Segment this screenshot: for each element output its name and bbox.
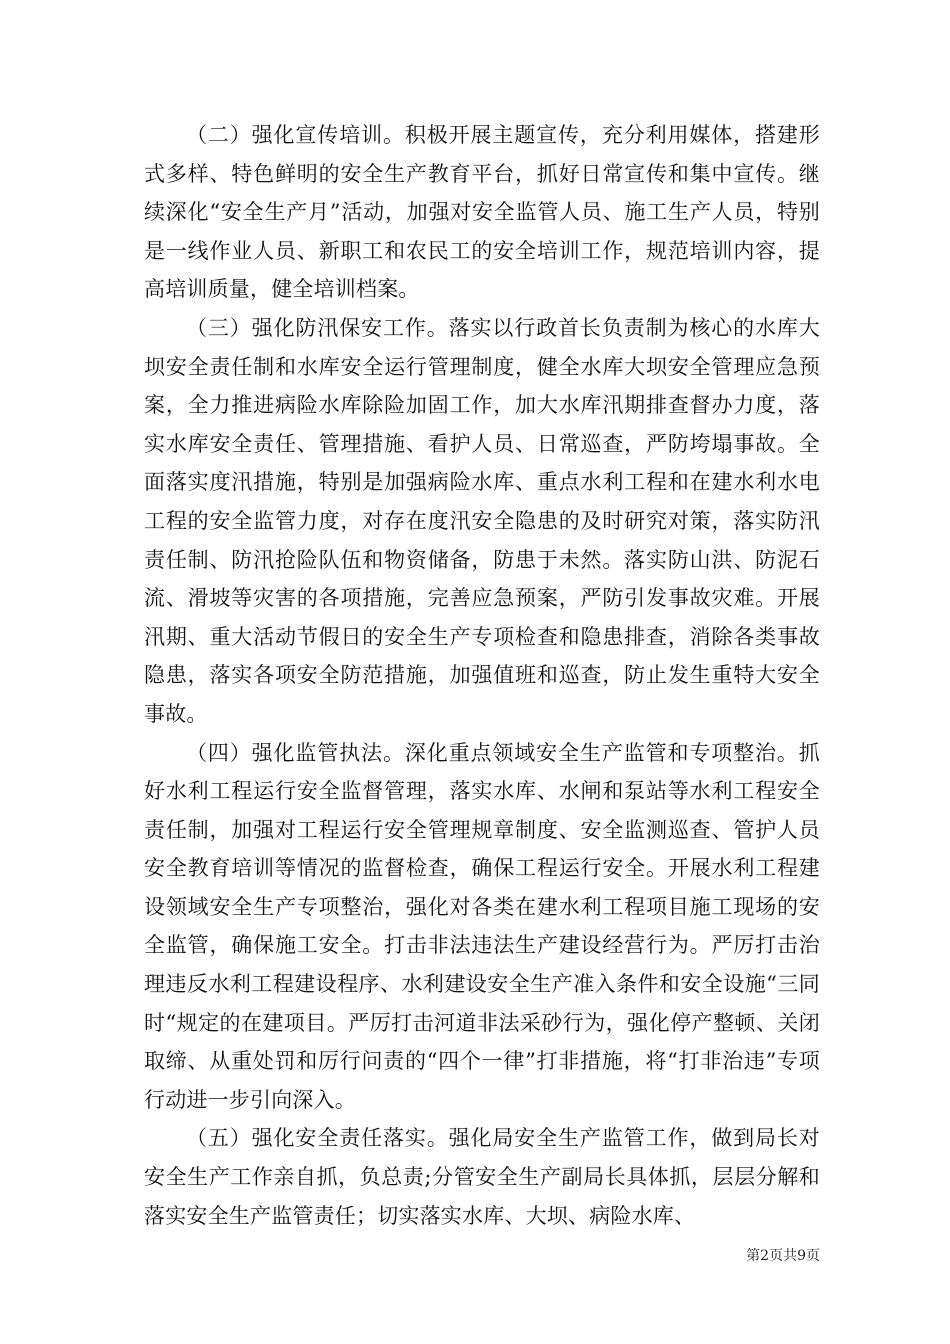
paragraph-2-publicity-training: （二）强化宣传培训。积极开展主题宣传，充分利用媒体，搭建形式多样、特色鲜明的安全生产教育平台，抓好日常宣传和集中宣传。继续深化“安全生产月”活动，加强对安全监管人员、施工生产人员，特别是一线作业人员、新职工和农民工的安全培训工作，规范培训内容，提高培训质量，健全培训档案。 — [144, 123, 820, 302]
paragraph-5-responsibility: （五）强化安全责任落实。强化局安全生产监管工作，做到局长对安全生产工作亲自抓，负总责;分管安全生产副局长具体抓，层层分解和落实安全生产监管责任；切实落实水库、大坝、病险水库、 — [144, 1126, 820, 1228]
paragraph-4-supervision-enforcement: （四）强化监管执法。深化重点领域安全生产监管和专项整治。抓好水利工程运行安全监督管理，落实水库、水闸和泵站等水利工程安全责任制，加强对工程运行安全管理规章制度、安全监测巡查、管护人员安全教育培训等情况的监督检查，确保工程运行安全。开展水利工程建设领域安全生产专项整治，强化对各类在建水利工程项目施工现场的安全监管，确保施工安全。打击非法违法生产建设经营行为。严厉打击治理违反水利工程建设程序、水利建设安全生产准入条件和安全设施“三同时“规定的在建项目。严厉打击河道非法采砂行为，强化停产整顿、关闭取缔、从重处罚和厉行问责的“四个一律”打非措施，将“打非治违”专项行动进一步引向深入。 — [144, 740, 820, 1112]
body-text — [144, 116, 820, 1235]
page-number-footer: 第2页共9页 — [746, 1248, 820, 1264]
paragraph-3-flood-control: （三）强化防汛保安工作。落实以行政首长负责制为核心的水库大坝安全责任制和水库安全运行管理制度，健全水库大坝安全管理应急预案，全力推进病险水库除险加固工作，加大水库汛期排查督办力度，落实水库安全责任、管理措施、看护人员、日常巡查，严防垮塌事故。全面落实度汛措施，特别是加强病险水库、重点水利工程和在建水利水电工程的安全监管力度，对存在度汛安全隐患的及时研究对策，落实防汛责任制、防汛抢险队伍和物资储备，防患于未然。落实防山洪、防泥石流、滑坡等灾害的各项措施，完善应急预案，严防引发事故灾难。开展汛期、重大活动节假日的安全生产专项检查和隐患排查，消除各类事故隐患，落实各项安全防范措施，加强值班和巡查，防止发生重特大安全事故。 — [144, 315, 820, 726]
